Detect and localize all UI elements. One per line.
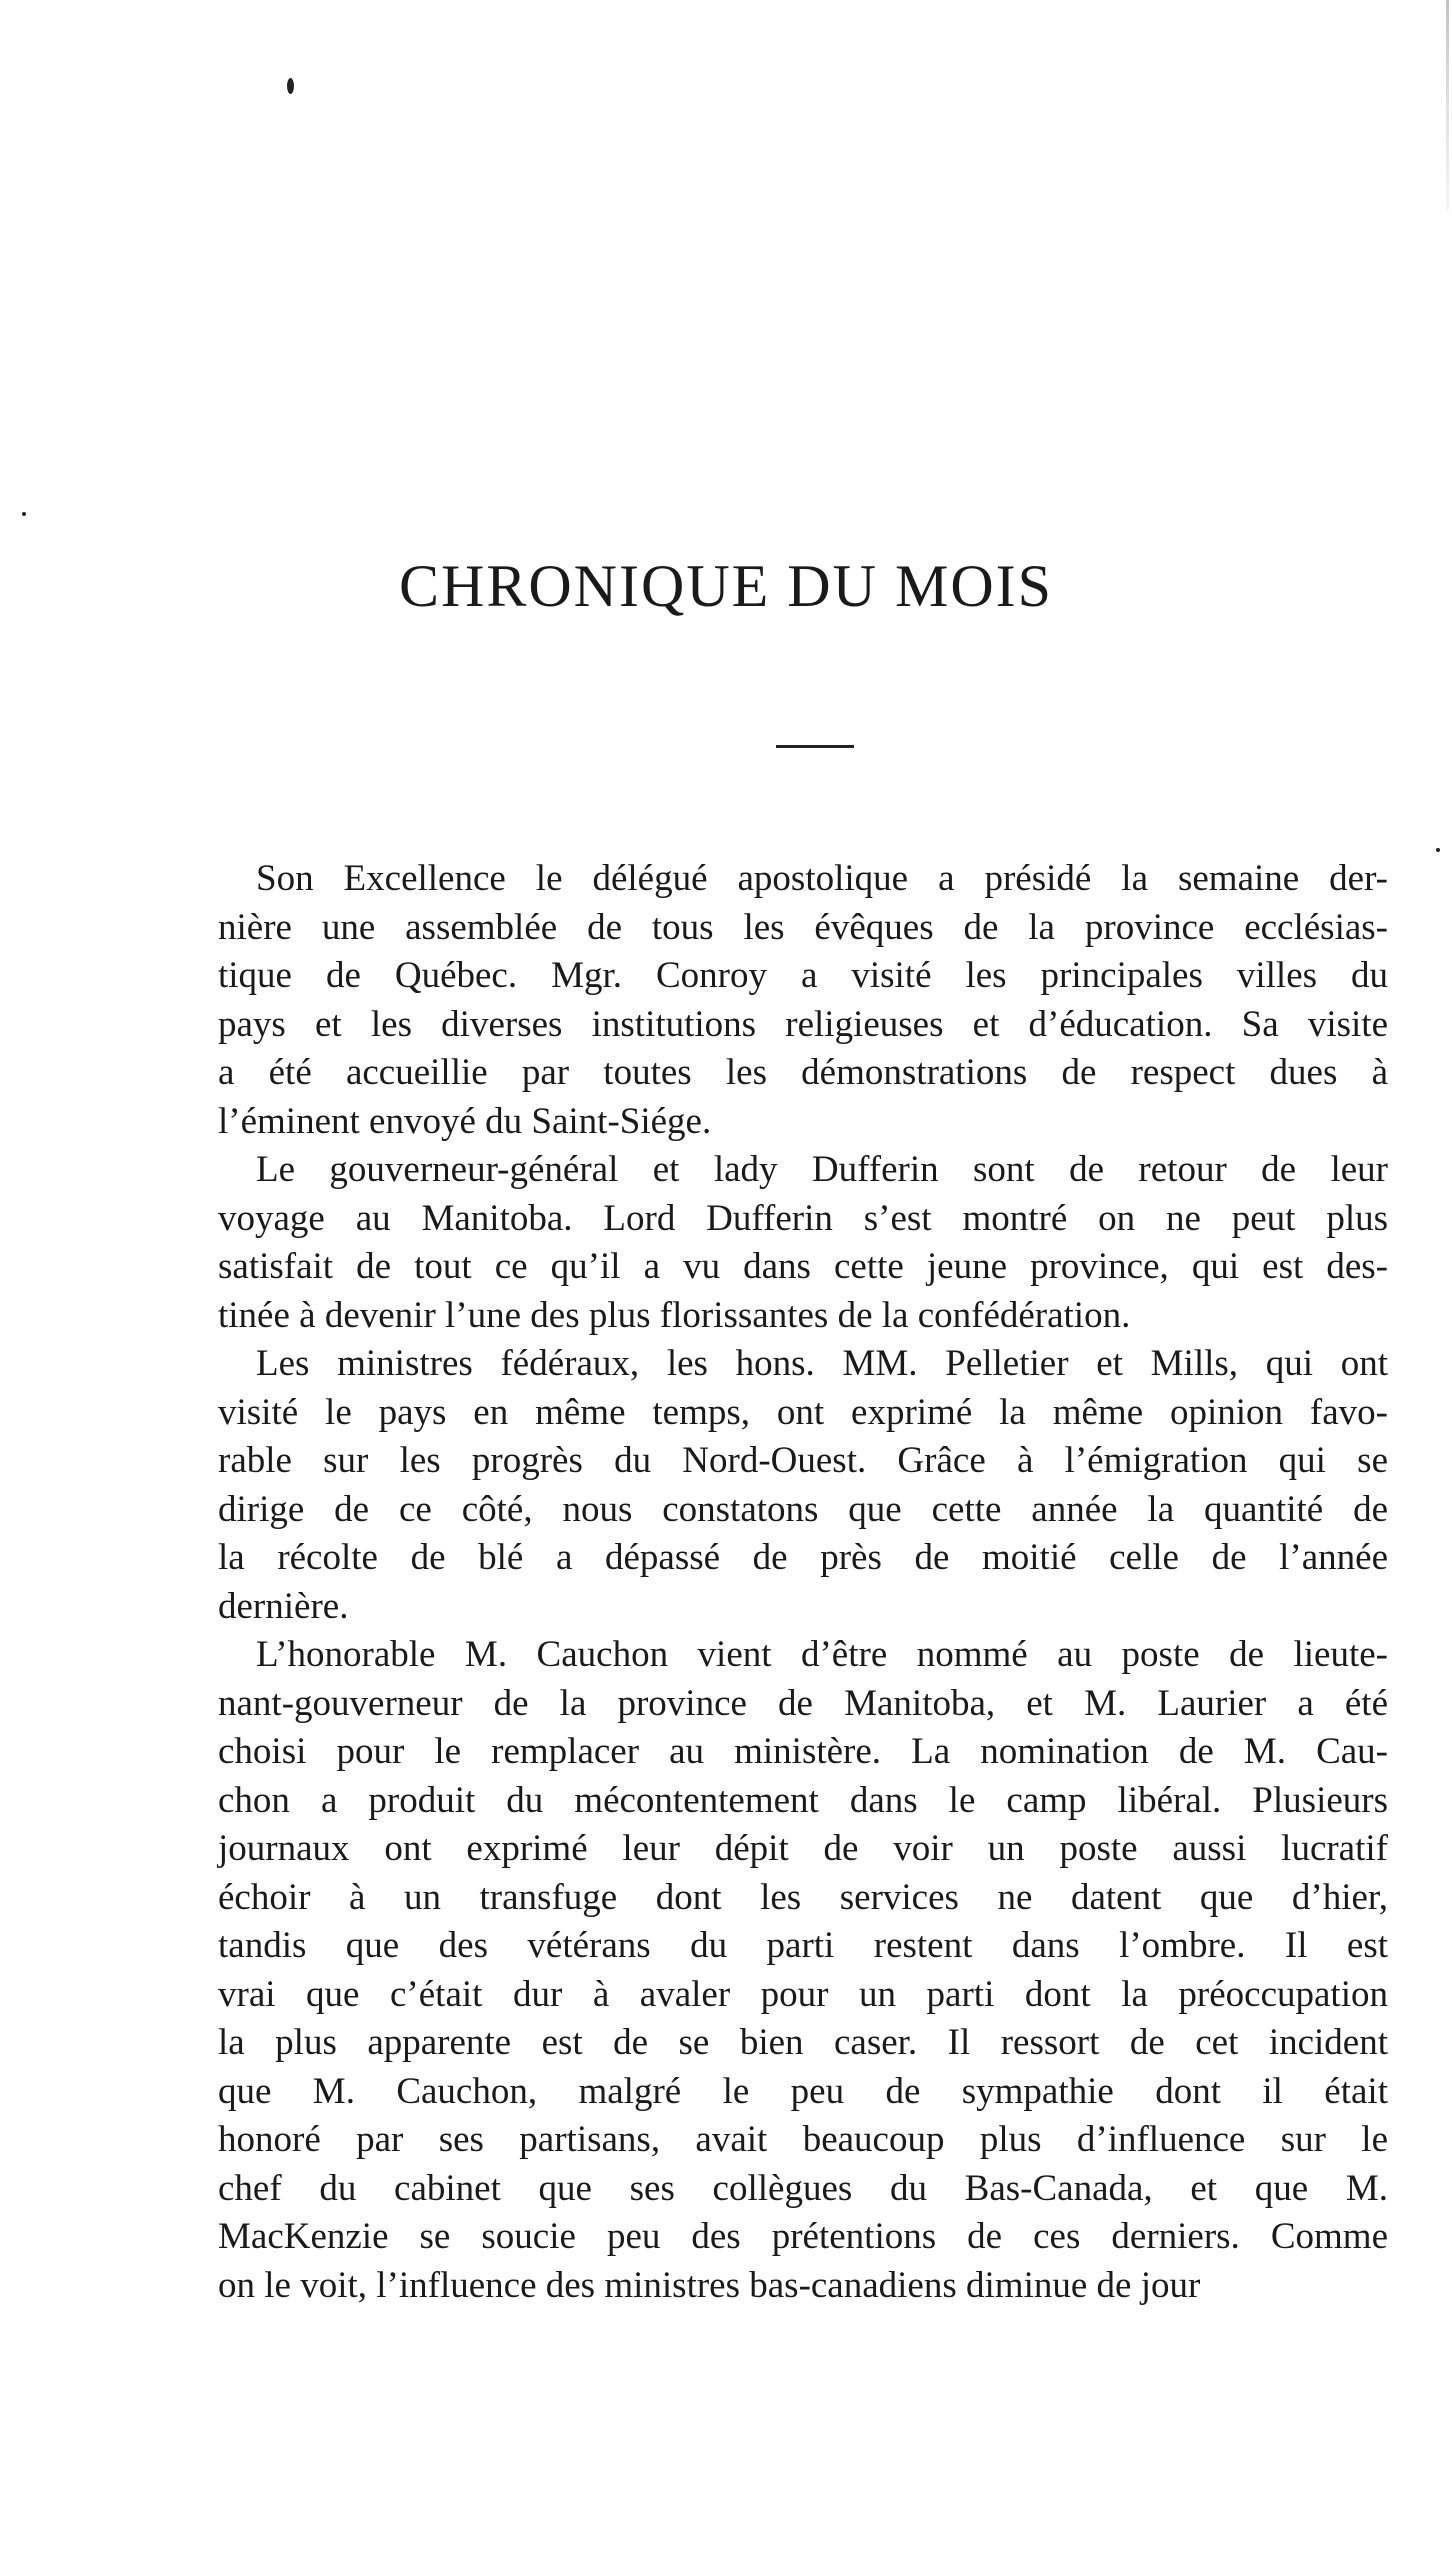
paragraph	[218, 1340, 1418, 1631]
text-line: l’éminent envoyé du Saint-Siége.	[218, 1100, 712, 1142]
text-line: choisi pour le remplacer au ministère. La nomination de M. Cau-	[218, 1731, 1388, 1772]
text-line: journaux ont exprimé leur dépit de voir un poste aussi lucratif	[218, 1828, 1388, 1869]
page-title: CHRONIQUE DU MOIS	[398, 553, 1053, 619]
text-line: nière une assemblée de tous les évêques de la province ecclésias-	[218, 906, 1388, 948]
paragraph	[218, 1146, 1418, 1340]
text-line: chef du cabinet que ses collègues du Bas-Canada, et que M.	[218, 2167, 1388, 2209]
text-line: pays et les diverses institutions religieuses et d’éducation. Sa visite	[218, 1003, 1388, 1045]
text-line: rable sur les progrès du Nord-Ouest. Grâce à l’émigration qui se	[218, 1440, 1388, 1481]
text-line: Son Excellence le délégué apostolique a présidé la semaine der-	[256, 858, 1388, 899]
text-line: visité le pays en même temps, ont exprimé la même opinion favo-	[218, 1391, 1388, 1433]
text-line: échoir à un transfuge dont les services ne datent que d’hier,	[218, 1876, 1388, 1918]
text-line: dirige de ce côté, nous constatons que cette année la quantité de	[218, 1488, 1388, 1530]
text-line: voyage au Manitoba. Lord Dufferin s’est montré on ne peut plus	[218, 1197, 1388, 1239]
ink-speck	[1436, 848, 1440, 852]
ink-speck	[287, 78, 294, 94]
text-line: chon a produit du mécontentement dans le camp libéral. Plusieurs	[218, 1779, 1388, 1821]
text-line: tandis que des vétérans du parti restent dans l’ombre. Il est	[218, 1925, 1388, 1966]
paragraph	[218, 855, 1418, 1146]
text-line: la plus apparente est de se bien caser. Il ressort de cet incident	[218, 2022, 1388, 2063]
text-line: dernière.	[218, 1585, 349, 1627]
text-line: honoré par ses partisans, avait beaucoup plus d’influence sur le	[218, 2119, 1388, 2160]
text-line: vrai que c’était dur à avaler pour un parti dont la préoccupation	[218, 1973, 1388, 2015]
text-line: a été accueillie par toutes les démonstrations de respect dues à	[218, 1052, 1388, 1093]
text-line: tinée à devenir l’une des plus florissantes de la confédération.	[218, 1294, 1131, 1336]
text-line: que M. Cauchon, malgré le peu de sympathie dont il était	[218, 2070, 1388, 2112]
paragraph	[218, 1631, 1418, 2310]
text-line: la récolte de blé a dépassé de près de moitié celle de l’année	[218, 1537, 1388, 1578]
title-rule	[776, 745, 854, 748]
text-line: Les ministres fédéraux, les hons. MM. Pelletier et Mills, qui ont	[256, 1343, 1388, 1384]
text-line: L’honorable M. Cauchon vient d’être nommé au poste de lieute-	[256, 1634, 1388, 1675]
text-line: on le voit, l’influence des ministres bas-canadiens diminue de jour	[218, 2264, 1201, 2306]
text-line: tique de Québec. Mgr. Conroy a visité les principales villes du	[218, 955, 1388, 996]
text-line: satisfait de tout ce qu’il a vu dans cette jeune province, qui est des-	[218, 1246, 1388, 1287]
ink-speck	[22, 512, 26, 516]
article-body	[218, 855, 1418, 2310]
text-line: nant-gouverneur de la province de Manitoba, et M. Laurier a été	[218, 1682, 1388, 1724]
text-line: MacKenzie se soucie peu des prétentions de ces derniers. Comme	[218, 2216, 1388, 2257]
page-edge-shadow	[1446, 0, 1449, 210]
text-line: Le gouverneur-général et lady Dufferin sont de retour de leur	[256, 1149, 1388, 1190]
